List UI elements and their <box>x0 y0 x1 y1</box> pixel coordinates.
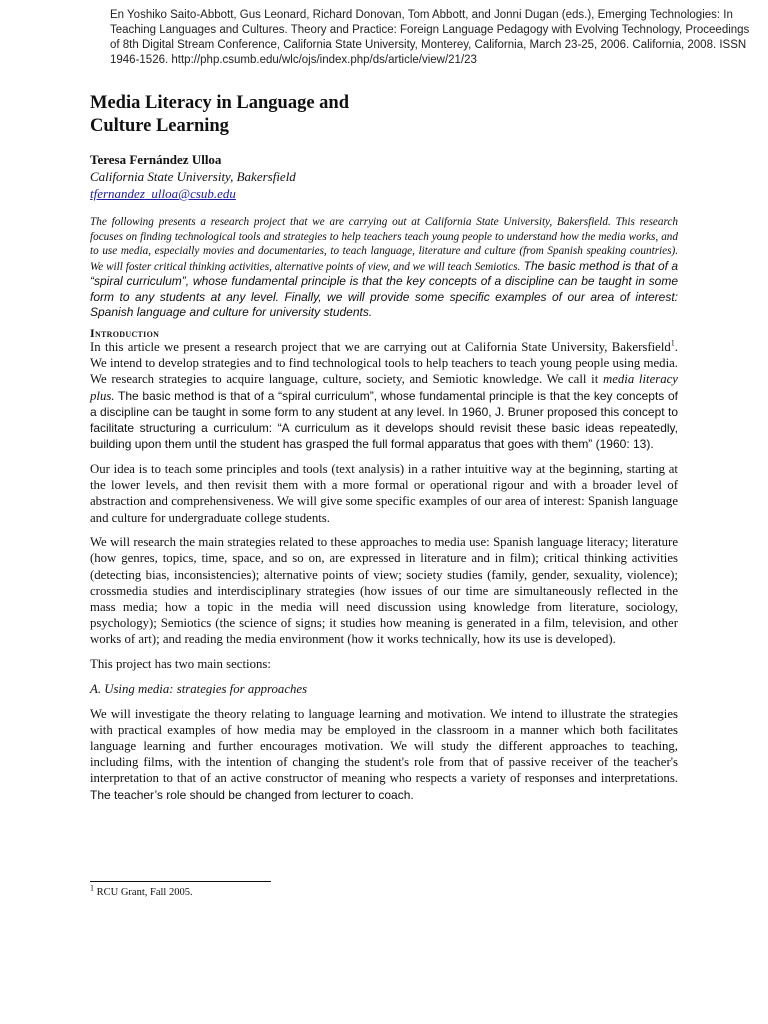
citation-header: En Yoshiko Saito-Abbott, Gus Leonard, Richard Donovan, Tom Abbott, and Jonni Dugan (eds.), Emerging Technologies: In Teaching Languages and Cultures. Theory and Practice: Foreign Language Pedagogy with Evolving Technology, Proceedings of 8th Digital Stream Conference, California State University, Monterey, California, March 23-25, 2006. California, 2008. ISSN 1946-1526. http://php.csumb.edu/wlc/ojs/index.php/ds/article/view/21/23 <box>110 9 750 66</box>
author-affiliation: California State University, Bakersfield <box>90 169 296 184</box>
footnote-divider <box>90 881 271 882</box>
footnote <box>90 883 193 898</box>
paragraph-1-part-c: The basic method is that of a “spiral curriculum”, whose fundamental principle is that the key concepts of a discipline can be taught in some form to any student at any level. In 1960, J. Bruner proposed this concept to facilitate structuring a curriculum: “A curriculum as it develops should revisit these basic ideas repeatedly, building upon them until the student has grasped the full formal apparatus that goes with them” (1960: 13). <box>90 388 678 452</box>
paragraph-3: We will research the main strategies related to these approaches to media use: Spanish language literacy; literature (how genres, topics, time, space, and so on, are expressed in literature and in film); critical thinking activities (detecting bias, inconsistencies); alternative points of view; society studies (family, gender, sexuality, violence); crossmedia studies and interdisciplinary strategies (how issues of our time are simultaneously reflected in the mass media; how a topic in the media will need discussion using knowledge from literature, sociology, psychology); Semiotics (the science of signs; it studies how meaning is generated in a film, television, and other works of art); and reading the media environment (how it works technically, how its use is developed). <box>90 535 678 647</box>
author-email-link[interactable]: tfernandez_ulloa@csub.edu <box>90 186 236 201</box>
author-name: Teresa Fernández Ulloa <box>90 152 222 167</box>
paragraph-1-part-b: . We intend to develop strategies and to find technological tools to help teachers to teach young people using media. We research strategies to acquire language, culture, society, and Semiotic knowledge. We call it <box>90 340 678 387</box>
media-literacy-plus-term: media literacy plus. <box>90 372 678 403</box>
paragraph-1 <box>90 339 678 452</box>
paper-title <box>90 92 690 138</box>
abstract-part-2: The basic method is that of a “spiral curriculum”, whose fundamental principle is that the key concepts of a discipline can be taught in some form to any students at any level. Finally, we will provide some specific examples of our area of interest: Spanish language and culture for university students. <box>90 258 678 319</box>
title-line-2: Culture Learning <box>90 116 229 136</box>
paragraph-2: Our idea is to teach some principles and tools (text analysis) in a rather intuitive way at the beginning, starting at the lower levels, and then revisit them with a more formal or operational rigour and with a broader level of abstraction and comprehensiveness. We will give some specific examples of our area of interest: Spanish language and culture for undergraduate college students. <box>90 461 678 525</box>
subsection-heading: A. Using media: strategies for approaches <box>90 681 308 696</box>
footnote-reference: 1 <box>670 338 675 348</box>
paragraph-5-part-b: The teacher’s role should be changed from lecturer to coach. <box>90 787 414 802</box>
introduction-heading: Introduction <box>90 326 160 340</box>
introduction-body <box>90 339 678 811</box>
paragraph-4: This project has two main sections: <box>90 657 271 672</box>
footnote-number: 1 <box>90 883 94 893</box>
paragraph-5 <box>90 706 678 803</box>
abstract <box>90 215 678 321</box>
paragraph-5-part-a: We will investigate the theory relating to language learning and motivation. We intend to illustrate the strategies with practical examples of how media may be employed in the classroom in a manner which both facilitates language learning and further encourages motivation. We will study the different approaches to teaching, including films, with the intention of changing the student's role from that of passive receiver of the teacher's interpretation to that of an active constructor of meaning who respects a variety of responses and interpretations. <box>90 706 678 786</box>
abstract-part-1: The following presents a research project that we are carrying out at California State University, Bakersfield. This research focuses on finding technological tools and strategies to help teachers teach young people to understand how the media works, and to use media, especially movies and documentaries, to teach language, literature and culture (from Spanish speaking countries). We will foster critical thinking activities, alternative points of view, and we will teach Semiotics. <box>90 216 678 273</box>
footnote-text: RCU Grant, Fall 2005. <box>94 887 193 898</box>
title-line-1: Media Literacy in Language and <box>90 93 350 113</box>
paragraph-1-part-a: In this article we present a research project that we are carrying out at California State University, Bakersfield <box>90 340 671 354</box>
